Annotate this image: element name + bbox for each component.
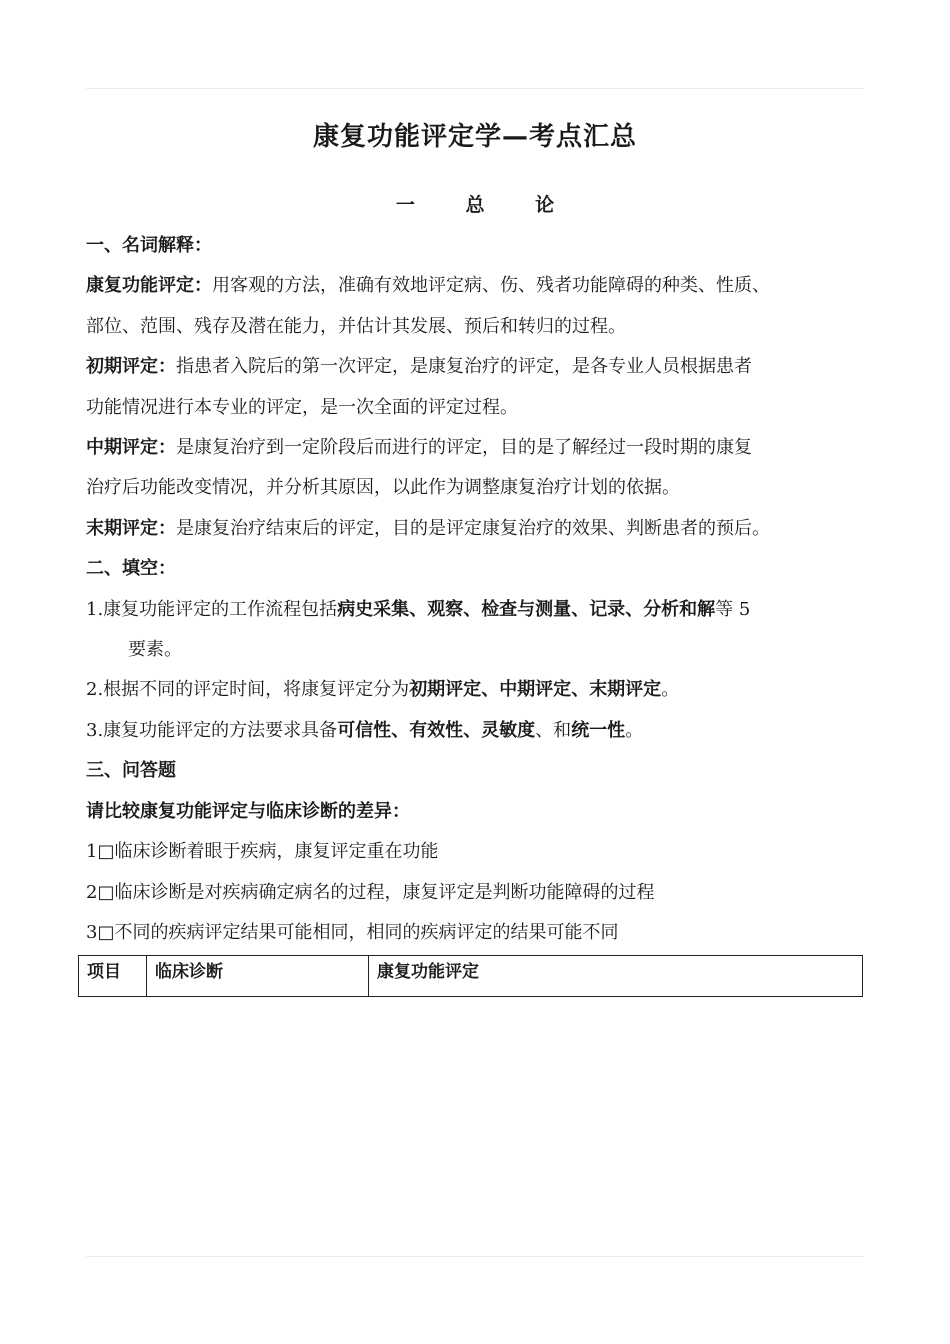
table-header-cell: 项目 [79, 956, 147, 997]
fill-question-2 [86, 670, 878, 710]
term-definition [86, 266, 878, 306]
qa-answer-item: 1□临床诊断着眼于疾病，康复评定重在功能 [86, 841, 439, 863]
fill-question-1-continuation: 要素。 [128, 639, 182, 661]
answer-text: 中期评定 [499, 679, 572, 701]
answer-text: 分析和解 [643, 598, 716, 620]
question-text: 1.康复功能评定的工作流程包括 [86, 598, 338, 620]
term-label: 康复功能评定 [86, 275, 194, 297]
fill-question-3 [86, 711, 878, 751]
section-heading-qa: 三、问答题 [86, 760, 176, 782]
question-text: 3.康复功能评定的方法要求具备 [86, 719, 338, 741]
definition-text: 是康复治疗结束后的评定，目的是评定康复治疗的效果、判断患者的预后。 [176, 517, 770, 539]
chapter-heading: 一 总 论 [395, 194, 577, 216]
header-rule [86, 88, 864, 89]
definition-text: 指患者入院后的第一次评定，是康复治疗的评定，是各专业人员根据患者 [176, 356, 752, 378]
document-title: 康复功能评定学—考点汇总 [312, 122, 637, 152]
section-heading-fill: 二、填空： [86, 558, 176, 580]
table-header-cell: 临床诊断 [147, 956, 369, 997]
separator: 、 [391, 719, 410, 741]
answer-text: 检查与测量 [481, 598, 572, 620]
separator: 、 [481, 679, 500, 701]
answer-text: 记录 [589, 598, 626, 620]
qa-answer-item: 2□临床诊断是对疾病确定病名的过程，康复评定是判断功能障碍的过程 [86, 881, 655, 903]
answer-text: 灵敏度 [481, 719, 536, 741]
question-text: 等 5 [715, 598, 751, 620]
answer-text: 末期评定 [589, 679, 662, 701]
qa-question: 请比较康复功能评定与临床诊断的差异： [86, 800, 410, 822]
section-heading-terms: 一、名词解释： [86, 235, 212, 256]
term-colon: ： [194, 275, 212, 297]
answer-text: 初期评定 [409, 679, 482, 701]
question-text: 、和 [535, 719, 572, 741]
question-text: 。 [625, 719, 644, 741]
table-header-row [79, 956, 863, 997]
qa-answer-item: 3□不同的疾病评定结果可能相同，相同的疾病评定的结果可能不同 [86, 921, 619, 943]
fill-question-1 [86, 590, 878, 630]
separator: 、 [571, 679, 590, 701]
footer-rule [86, 1256, 864, 1257]
definition-continuation: 治疗后功能改变情况，并分析其原因，以此作为调整康复治疗计划的依据。 [86, 477, 680, 499]
term-colon: ： [158, 517, 176, 539]
separator: 、 [409, 598, 428, 620]
term-colon: ： [158, 356, 176, 378]
comparison-table [78, 955, 863, 997]
definition-text: 是康复治疗到一定阶段后而进行的评定，目的是了解经过一段时期的康复 [176, 437, 752, 459]
term-label: 初期评定 [86, 356, 158, 378]
definition-text: 用客观的方法，准确有效地评定病、伤、残者功能障碍的种类、性质、 [212, 275, 770, 297]
term-definition [86, 347, 878, 387]
question-text: 2.根据不同的评定时间，将康复评定分为 [86, 679, 410, 701]
separator: 、 [571, 598, 590, 620]
answer-text: 有效性 [409, 719, 464, 741]
term-colon: ： [158, 437, 176, 459]
term-label: 中期评定 [86, 437, 158, 459]
document-body [86, 226, 878, 953]
term-label: 末期评定 [86, 517, 158, 539]
table-header-cell: 康复功能评定 [369, 956, 863, 997]
separator: 、 [625, 598, 644, 620]
definition-continuation: 功能情况进行本专业的评定，是一次全面的评定过程。 [86, 396, 518, 418]
separator: 、 [463, 719, 482, 741]
answer-text: 统一性 [571, 719, 626, 741]
answer-text: 观察 [427, 598, 464, 620]
separator: 、 [463, 598, 482, 620]
answer-text: 病史采集 [337, 598, 410, 620]
question-text: 。 [661, 679, 680, 701]
term-definition [86, 509, 878, 549]
definition-continuation: 部位、范围、残存及潜在能力，并估计其发展、预后和转归的过程。 [86, 315, 626, 337]
term-definition [86, 428, 878, 468]
answer-text: 可信性 [337, 719, 392, 741]
